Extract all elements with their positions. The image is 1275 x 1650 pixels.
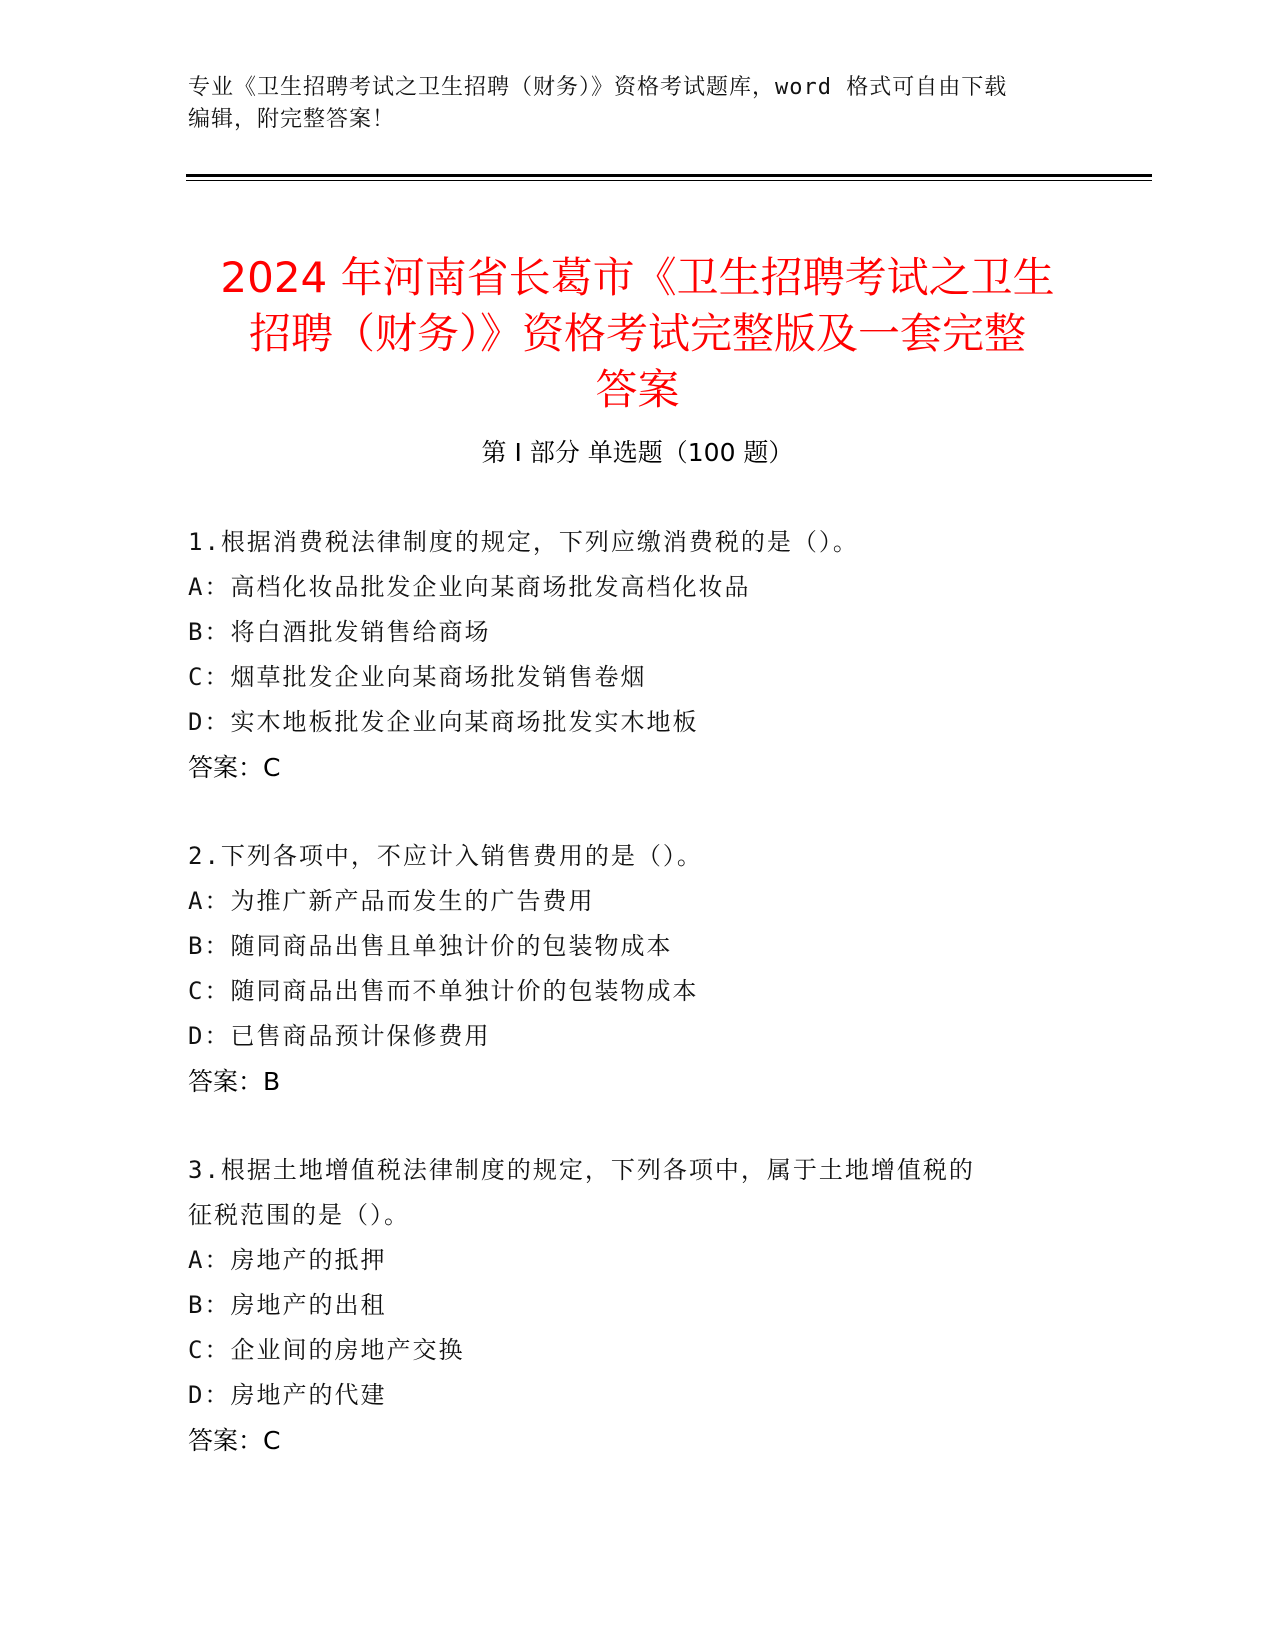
document-title-line-1: 2024 年河南省长葛市《卫生招聘考试之卫生 <box>220 253 1055 303</box>
question-stem-line-1: 3.根据土地增值税法律制度的规定，下列各项中，属于土地增值税的 <box>188 1156 975 1184</box>
header-note-line-2: 编辑，附完整答案！ <box>188 107 396 132</box>
option-b: B：将白酒批发销售给商场 <box>188 618 491 646</box>
option-c: C：企业间的房地产交换 <box>188 1336 465 1364</box>
question-1 <box>188 520 1088 790</box>
option-d: D：实木地板批发企业向某商场批发实木地板 <box>188 708 699 736</box>
option-c: C：随同商品出售而不单独计价的包装物成本 <box>188 977 699 1005</box>
question-list <box>188 520 1088 1507</box>
question-stem: 2.下列各项中，不应计入销售费用的是（）。 <box>188 842 703 870</box>
option-b: B：房地产的出租 <box>188 1291 387 1319</box>
header-note-line-1: 专业《卫生招聘考试之卫生招聘（财务）》资格考试题库，word 格式可自由下载 <box>188 75 1008 100</box>
option-b: B：随同商品出售且单独计价的包装物成本 <box>188 932 673 960</box>
document-title-line-2: 招聘（财务）》资格考试完整版及一套完整 <box>248 309 1026 359</box>
answer: 答案：C <box>188 1426 281 1455</box>
option-d: D：已售商品预计保修费用 <box>188 1022 491 1050</box>
question-2 <box>188 834 1088 1104</box>
question-stem: 1.根据消费税法律制度的规定，下列应缴消费税的是（）。 <box>188 528 859 556</box>
header-divider-thin <box>186 180 1152 181</box>
section-heading: 第 I 部分 单选题（100 题） <box>481 438 794 467</box>
header-divider-thick <box>186 174 1152 177</box>
option-a: A：为推广新产品而发生的广告费用 <box>188 887 595 915</box>
header-note <box>188 72 1088 136</box>
option-a: A：房地产的抵押 <box>188 1246 387 1274</box>
answer: 答案：C <box>188 753 281 782</box>
document-title <box>150 250 1125 418</box>
document-title-line-3: 答案 <box>595 365 680 415</box>
option-d: D：房地产的代建 <box>188 1381 387 1409</box>
answer: 答案：B <box>188 1067 281 1096</box>
question-3 <box>188 1148 1088 1463</box>
option-a: A：高档化妆品批发企业向某商场批发高档化妆品 <box>188 573 751 601</box>
option-c: C：烟草批发企业向某商场批发销售卷烟 <box>188 663 647 691</box>
question-stem-line-2: 征税范围的是（）。 <box>188 1201 410 1229</box>
